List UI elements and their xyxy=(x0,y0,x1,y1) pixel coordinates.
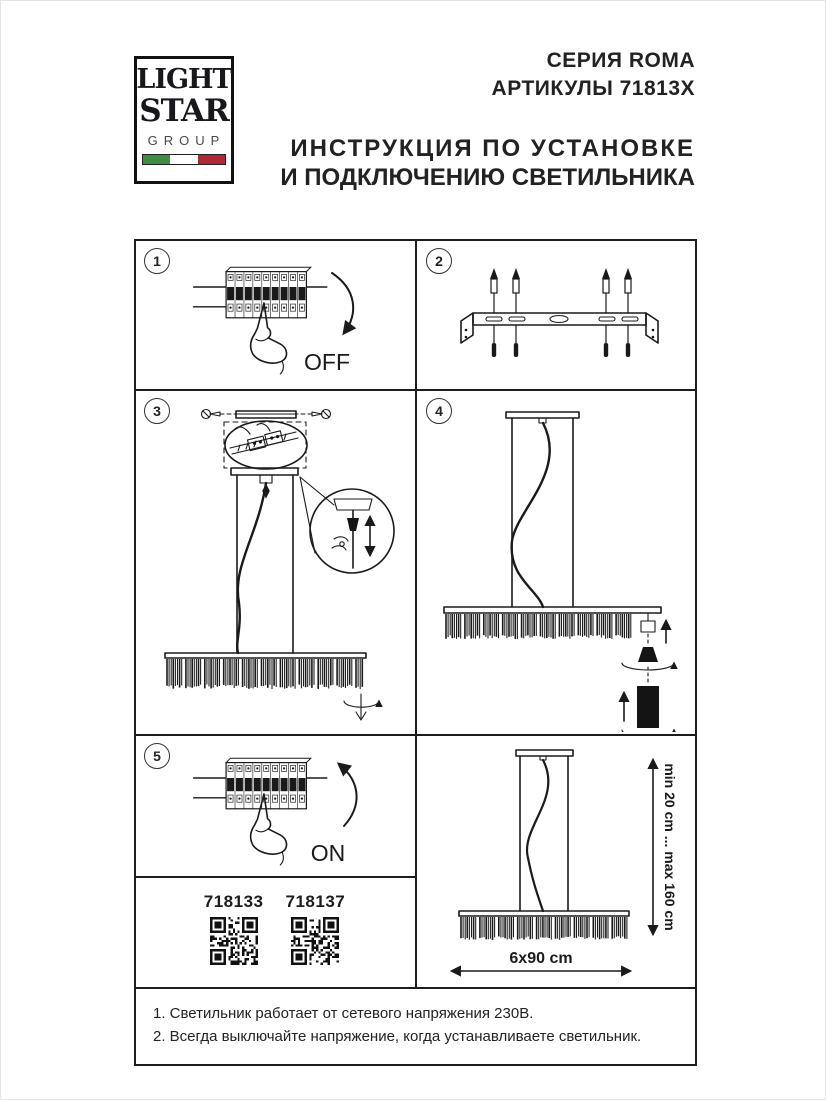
horizontal-dimension xyxy=(452,950,630,971)
vertical-dimension xyxy=(653,760,678,934)
qr-codes-block xyxy=(134,878,415,988)
step-4-illustration-hanging xyxy=(416,391,695,732)
step-5-illustration-breaker-on xyxy=(136,736,415,874)
lamp-body-drawing xyxy=(444,607,661,639)
lamp-body-drawing xyxy=(459,911,629,940)
safety-notes-box xyxy=(134,989,697,1066)
zoom-detail-circle xyxy=(300,477,394,573)
title-line-1: ИНСТРУКЦИЯ ПО УСТАНОВКЕ xyxy=(290,135,695,162)
step-4-number: 4 xyxy=(435,403,443,419)
series-title: СЕРИЯ ROMA xyxy=(546,49,695,72)
qr-code-icon xyxy=(210,917,258,965)
articles-title: АРТИКУЛЫ 71813X xyxy=(491,77,695,100)
arrow-down-icon xyxy=(332,273,353,333)
step-2-number: 2 xyxy=(435,253,443,269)
article-number: 718133 xyxy=(203,892,264,911)
suspension-rods-and-cable xyxy=(520,756,568,911)
logo-text-group: GROUP xyxy=(147,133,226,148)
italian-flag-icon xyxy=(142,154,226,165)
page-title xyxy=(280,134,695,192)
rotate-adjust-icon xyxy=(344,694,379,720)
qr-item-718133 xyxy=(204,892,264,988)
article-number: 718137 xyxy=(285,892,346,911)
note-line-2: 2. Всегда выключайте напряжение, когда устанавливаете светильник. xyxy=(153,1028,642,1045)
step-5-number: 5 xyxy=(153,748,161,764)
step-3-number: 3 xyxy=(153,403,161,419)
note-line-1: 1. Светильник работает от сетевого напряжения 230В. xyxy=(153,1005,534,1022)
on-label: ON xyxy=(310,840,346,866)
terminal-block-bubble xyxy=(225,421,307,469)
step-1-number: 1 xyxy=(153,253,161,269)
circuit-breaker-drawing xyxy=(193,267,327,318)
off-label: OFF xyxy=(304,349,350,375)
lamp-body-drawing xyxy=(165,653,366,689)
step-2-illustration-bracket xyxy=(416,241,695,387)
step-1-illustration-breaker-off xyxy=(136,241,415,387)
qr-code-icon xyxy=(291,917,339,965)
suspension-rods-and-cable xyxy=(237,475,293,653)
lightstar-logo xyxy=(134,56,234,184)
header-series-block xyxy=(492,47,695,103)
step-3-illustration-canopy xyxy=(136,391,415,732)
suspension-rods-and-cable xyxy=(512,418,573,607)
ceiling-plate-drawing xyxy=(506,412,579,423)
qr-item-718137 xyxy=(286,892,346,988)
title-line-2: И ПОДКЛЮЧЕНИЮ СВЕТИЛЬНИКА xyxy=(280,164,695,191)
bulb-install-detail xyxy=(622,613,674,732)
height-range-label: min 20 cm ... max 160 cm xyxy=(662,763,678,931)
arrow-up-icon xyxy=(339,764,357,826)
circuit-breaker-drawing xyxy=(193,758,327,809)
ceiling-plate-drawing xyxy=(516,750,573,760)
logo-text-star: STAR xyxy=(139,93,229,129)
ceiling-rail-drawing xyxy=(202,410,331,419)
dimensions-illustration xyxy=(416,736,695,987)
width-label: 6x90 cm xyxy=(509,950,573,967)
logo-text-light: LIGHT xyxy=(136,64,232,95)
